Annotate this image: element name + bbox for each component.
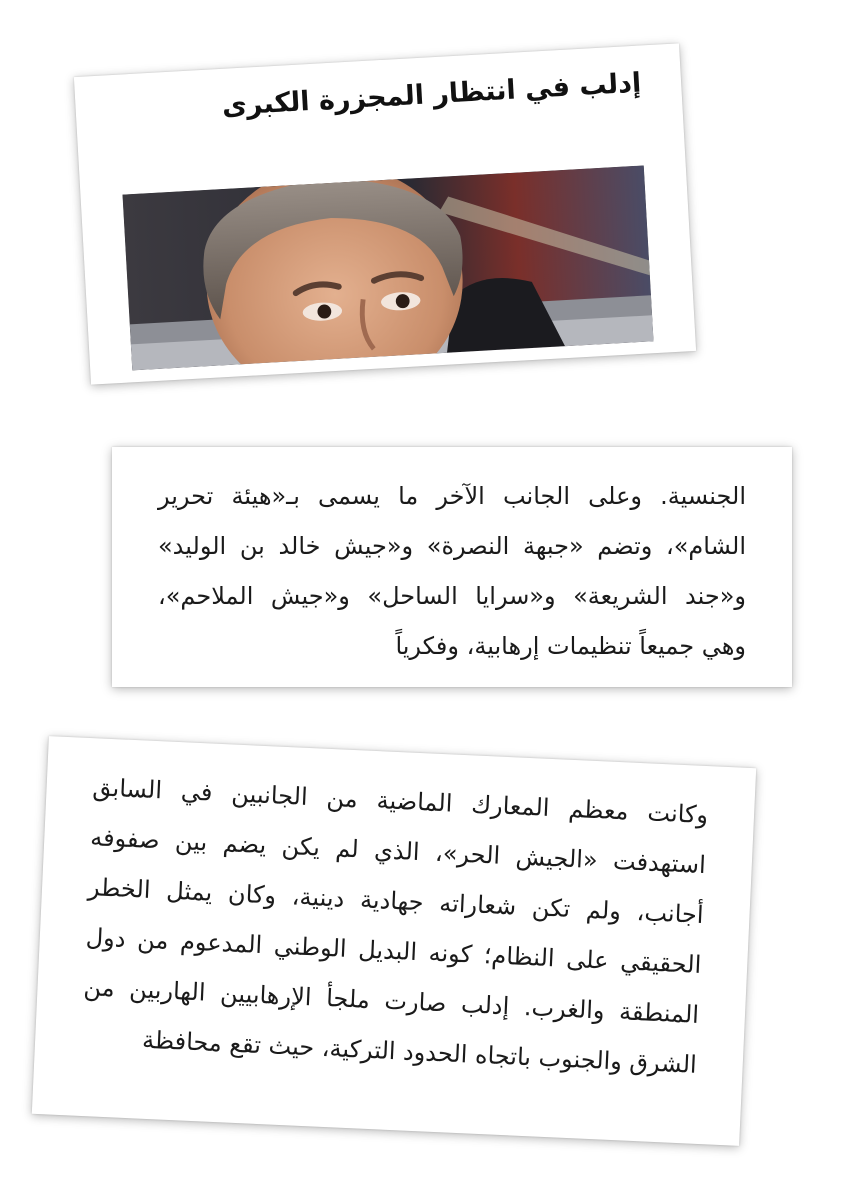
excerpt-clipping-1	[112, 447, 792, 687]
excerpt-paragraph-2: وكانت معظم المعارك الماضية من الجانبين في السابق استهدفت «الجيش الحر»، الذي لم يكن يضم بين صفوفه أجانب، ولم تكن شعاراته جهادية دينية، وكان يمثل الخطر الحقيقي على النظام؛ كونه البديل الوطني المدعوم من دول المنطقة والغرب. إدلب صارت ملجأ الإرهابيين الهاربين من الشرق والجنوب باتجاه الحدود التركية، حيث تقع محافظة	[82, 773, 709, 1079]
headline-clipping	[74, 43, 696, 384]
man-portrait-image	[123, 165, 654, 370]
article-photo	[123, 165, 654, 370]
excerpt-clipping-2	[32, 736, 756, 1146]
excerpt-paragraph-1: الجنسية. وعلى الجانب الآخر ما يسمى بـ«هيئة تحرير الشام»، وتضم «جبهة النصرة» و«جيش خالد بن الوليد» و«جند الشريعة» و«سرايا الساحل» و«جيش الملاحم»، وهي جميعاً تنظيمات إرهابية، وفكرياً	[158, 482, 746, 660]
article-headline: إدلب في انتظار المجزرة الكبرى	[221, 67, 642, 122]
